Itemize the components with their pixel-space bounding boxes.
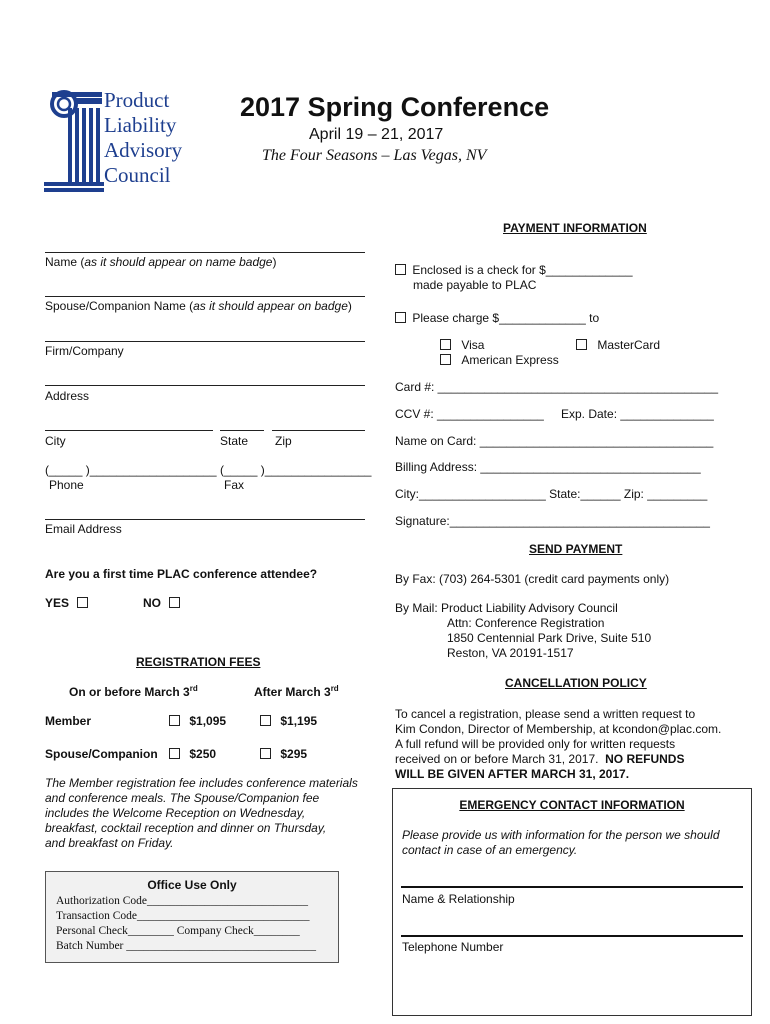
fee-column-early-sup: rd bbox=[189, 684, 198, 693]
cancellation-line bbox=[395, 752, 721, 767]
fee-column-late-sup: rd bbox=[330, 684, 339, 693]
phone-field[interactable]: (_____ )___________________ bbox=[45, 463, 217, 477]
batch-number: Batch Number _________________________________ bbox=[56, 940, 317, 952]
cancellation-line: Kim Condon, Director of Membership, at kcondon@plac.com. bbox=[395, 722, 722, 736]
mastercard-label: MasterCard bbox=[597, 338, 661, 352]
first-time-no[interactable] bbox=[143, 596, 180, 610]
fees-note bbox=[45, 776, 358, 851]
address-field[interactable] bbox=[45, 367, 365, 385]
fees-note-line: and conference meals. The Spouse/Companion fee bbox=[45, 791, 320, 805]
no-refunds-text: NO REFUNDS bbox=[605, 752, 685, 766]
mail-instructions bbox=[395, 601, 651, 661]
charge-checkbox[interactable] bbox=[395, 312, 406, 323]
name-label-suffix: ) bbox=[272, 255, 277, 269]
name-label-prefix: Name ( bbox=[45, 255, 85, 269]
firm-field[interactable] bbox=[45, 323, 365, 341]
check-checkbox[interactable] bbox=[395, 264, 406, 275]
amex-label: American Express bbox=[461, 353, 559, 367]
spouse-label-suffix: ) bbox=[347, 299, 352, 313]
emergency-heading: EMERGENCY CONTACT INFORMATION bbox=[459, 798, 685, 812]
zip-field[interactable] bbox=[272, 412, 365, 430]
zip-label: Zip bbox=[275, 434, 292, 448]
mail-line: 1850 Centennial Park Drive, Suite 510 bbox=[447, 631, 652, 645]
spouse-label-italic: as it should appear on badge bbox=[193, 299, 348, 313]
mail-line: By Mail: Product Liability Advisory Council bbox=[395, 601, 618, 615]
mail-line: Attn: Conference Registration bbox=[447, 616, 605, 630]
fees-note-line: includes the Welcome Reception on Wednesday, bbox=[45, 806, 306, 820]
no-checkbox[interactable] bbox=[169, 597, 180, 608]
check-line-2: made payable to PLAC bbox=[413, 278, 537, 292]
yes-checkbox[interactable] bbox=[77, 597, 88, 608]
signature-field[interactable]: Signature:_______________________________________ bbox=[395, 514, 710, 528]
billing-address-field[interactable]: Billing Address: _________________________________ bbox=[395, 460, 701, 474]
spouse-name-field[interactable] bbox=[45, 278, 365, 296]
spouse-early-checkbox[interactable] bbox=[169, 748, 180, 759]
spouse-label-prefix: Spouse/Companion Name ( bbox=[45, 299, 194, 313]
member-early-checkbox[interactable] bbox=[169, 715, 180, 726]
no-label: NO bbox=[143, 596, 161, 610]
city-field[interactable] bbox=[45, 412, 213, 430]
fax-instructions: By Fax: (703) 264-5301 (credit card payments only) bbox=[395, 572, 670, 586]
cancellation-heading: CANCELLATION POLICY bbox=[505, 676, 647, 690]
first-time-question: Are you a first time PLAC conference attendee? bbox=[45, 567, 318, 581]
charge-option[interactable] bbox=[395, 311, 599, 325]
check-line-1: Enclosed is a check for $_____________ bbox=[412, 263, 633, 277]
visa-checkbox[interactable] bbox=[440, 339, 451, 350]
check-types: Personal Check________ Company Check________ bbox=[56, 925, 300, 937]
conference-dates: April 19 – 21, 2017 bbox=[309, 126, 444, 143]
amex-option[interactable] bbox=[440, 353, 559, 367]
emergency-name-label: Name & Relationship bbox=[402, 892, 515, 906]
transaction-code: Transaction Code______________________________ bbox=[56, 910, 310, 922]
spouse-late-amount: $295 bbox=[280, 747, 308, 761]
fee-column-early bbox=[69, 684, 198, 699]
visa-label: Visa bbox=[461, 338, 485, 352]
member-late-amount: $1,195 bbox=[280, 714, 318, 728]
member-fee-late[interactable] bbox=[260, 714, 317, 728]
office-use-box bbox=[45, 871, 339, 963]
name-field[interactable] bbox=[45, 234, 365, 252]
fees-note-line: and breakfast on Friday. bbox=[45, 836, 174, 850]
payment-info-heading: PAYMENT INFORMATION bbox=[503, 221, 647, 235]
spouse-late-checkbox[interactable] bbox=[260, 748, 271, 759]
email-label: Email Address bbox=[45, 522, 122, 536]
spouse-fee-label: Spouse/Companion bbox=[45, 747, 158, 761]
no-refunds-date: WILL BE GIVEN AFTER MARCH 31, 2017. bbox=[395, 767, 630, 781]
email-field[interactable] bbox=[45, 501, 365, 519]
authorization-code: Authorization Code____________________________ bbox=[56, 895, 309, 907]
phone-label: Phone bbox=[49, 478, 84, 492]
member-fee-early[interactable] bbox=[169, 714, 226, 728]
mastercard-option[interactable] bbox=[576, 338, 660, 352]
conference-title: 2017 Spring Conference bbox=[240, 92, 550, 122]
address-label: Address bbox=[45, 389, 90, 403]
emergency-phone-label: Telephone Number bbox=[402, 940, 504, 954]
column-logo-icon bbox=[44, 86, 104, 194]
logo-line-advisory: Advisory bbox=[104, 138, 183, 162]
mail-line: Reston, VA 20191-1517 bbox=[447, 646, 574, 660]
fees-note-line: The Member registration fee includes conference materials bbox=[45, 776, 358, 790]
cancellation-line-plain: received on or before March 31, 2017. bbox=[395, 752, 606, 766]
member-fee-label: Member bbox=[45, 714, 92, 728]
emergency-phone-field[interactable] bbox=[401, 916, 743, 935]
fee-column-late bbox=[254, 684, 339, 699]
office-use-heading: Office Use Only bbox=[147, 878, 237, 892]
yes-label: YES bbox=[45, 596, 70, 610]
member-early-amount: $1,095 bbox=[189, 714, 227, 728]
cancellation-text bbox=[395, 707, 721, 782]
conference-venue: The Four Seasons – Las Vegas, NV bbox=[262, 147, 487, 164]
fax-field[interactable]: (_____ )________________ bbox=[220, 463, 372, 477]
charge-line: Please charge $_____________ to bbox=[412, 311, 600, 325]
fee-column-early-text: On or before March 3 bbox=[69, 685, 190, 699]
registration-fees-heading: REGISTRATION FEES bbox=[136, 655, 261, 669]
name-label-italic: as it should appear on name badge bbox=[84, 255, 273, 269]
check-option[interactable] bbox=[395, 263, 633, 293]
state-field[interactable] bbox=[220, 412, 264, 430]
spouse-fee-late[interactable] bbox=[260, 747, 307, 761]
fax-label: Fax bbox=[224, 478, 245, 492]
card-number-field[interactable]: Card #: __________________________________________ bbox=[395, 380, 718, 394]
member-late-checkbox[interactable] bbox=[260, 715, 271, 726]
amex-checkbox[interactable] bbox=[440, 354, 451, 365]
name-on-card-field[interactable]: Name on Card: ___________________________________ bbox=[395, 434, 714, 448]
cancellation-line: To cancel a registration, please send a written request to bbox=[395, 707, 696, 721]
ccv-field[interactable]: CCV #: ________________ bbox=[395, 407, 544, 421]
logo-line-council: Council bbox=[104, 163, 171, 187]
fee-column-late-text: After March 3 bbox=[254, 685, 331, 699]
spouse-early-amount: $250 bbox=[189, 747, 217, 761]
visa-option[interactable] bbox=[440, 338, 484, 352]
plac-logo bbox=[44, 86, 204, 194]
cancellation-line: A full refund will be provided only for written requests bbox=[395, 737, 676, 751]
emergency-contact-box bbox=[392, 788, 752, 1016]
spouse-fee-early[interactable] bbox=[169, 747, 216, 761]
city-label: City bbox=[45, 434, 66, 448]
state-label: State bbox=[220, 434, 249, 448]
name-label bbox=[45, 255, 276, 269]
send-payment-heading: SEND PAYMENT bbox=[529, 542, 623, 556]
emergency-note-line: Please provide us with information for the person we should bbox=[402, 828, 720, 842]
emergency-name-field[interactable] bbox=[401, 867, 743, 886]
fees-note-line: breakfast, cocktail reception and dinner on Thursday, bbox=[45, 821, 327, 835]
emergency-note-line: contact in case of an emergency. bbox=[402, 843, 578, 857]
billing-city-state-zip[interactable]: City:___________________ State:______ Zip: _________ bbox=[395, 487, 708, 501]
logo-line-liability: Liability bbox=[104, 113, 177, 137]
mastercard-checkbox[interactable] bbox=[576, 339, 587, 350]
firm-label: Firm/Company bbox=[45, 344, 124, 358]
first-time-yes[interactable] bbox=[45, 596, 88, 610]
spouse-name-label bbox=[45, 299, 352, 313]
logo-line-product: Product bbox=[104, 88, 170, 112]
exp-date-field[interactable]: Exp. Date: ______________ bbox=[561, 407, 714, 421]
